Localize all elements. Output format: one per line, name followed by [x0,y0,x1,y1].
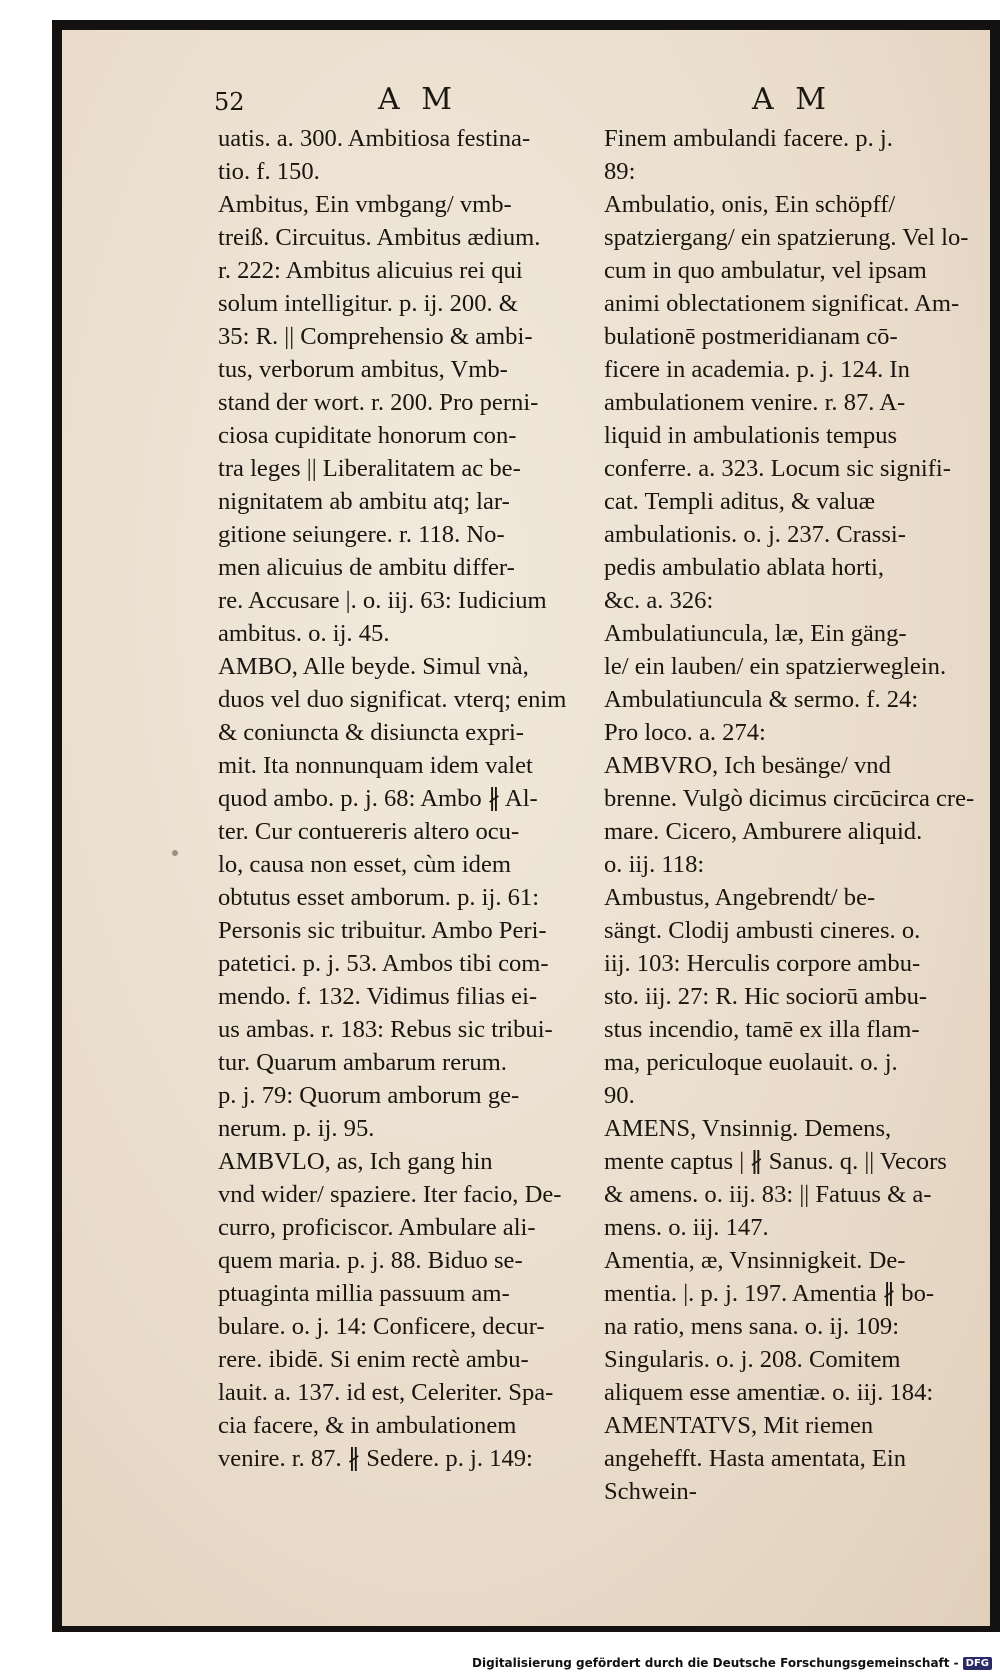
text-line: Finem ambulandi facere. p. j. [604,125,893,152]
text-line: gitione seiungere. r. 118. No- [218,521,505,548]
text-line: angehefft. Hasta amentata, Ein [604,1445,907,1472]
text-line: lo, causa non esset, cùm idem [218,851,511,878]
running-head-left: A M [378,82,458,117]
credit-text: Digitalisierung gefördert durch die Deutsche Forschungsgemeinschaft - [472,1656,959,1670]
running-head-right: A M [752,82,832,117]
text-line: le/ ein lauben/ ein spatzierweglein. [604,653,947,680]
text-line: conferre. a. 323. Locum sic signifi- [604,455,951,482]
text-line: patetici. p. j. 53. Ambos tibi com- [218,950,549,977]
text-line: 90. [604,1082,635,1109]
text-line: ambulationis. o. j. 237. Crassi- [604,521,906,548]
text-line: Ambulatio, onis, Ein schöpff/ [604,191,896,218]
text-line: Ambulatiuncula & sermo. f. 24: [604,686,919,713]
text-line: Ambitus, Ein vmbgang/ vmb- [218,191,512,218]
text-line: lauit. a. 137. id est, Celeriter. Spa- [218,1379,554,1406]
text-line: aliquem esse amentiæ. o. iij. 184: [604,1379,934,1406]
text-line: spatziergang/ ein spatzierung. Vel lo- [604,224,969,251]
text-line: obtutus esset amborum. p. ij. 61: [218,884,540,911]
text-line: Singularis. o. j. 208. Comitem [604,1346,901,1373]
text-line: ciosa cupiditate honorum con- [218,422,517,449]
text-line: ter. Cur contuereris altero ocu- [218,818,520,845]
text-line: stand der wort. r. 200. Pro perni- [218,389,539,416]
text-line: AMBO, Alle beyde. Simul vnà, [218,653,529,680]
text-line: liquid in ambulationis tempus [604,422,898,449]
text-line: & amens. o. iij. 83: || Fatuus & a- [604,1181,932,1208]
text-line: Personis sic tribuitur. Ambo Peri- [218,917,547,944]
text-line: &c. a. 326: [604,587,714,614]
text-line: us ambas. r. 183: Rebus sic tribui- [218,1016,553,1043]
text-line: AMENTATVS, Mit riemen [604,1412,874,1439]
ink-spot [172,850,178,856]
text-line: o. iij. 118: [604,851,705,878]
text-line: animi oblectationem significat. Am- [604,290,960,317]
dfg-logo: DFG [963,1657,992,1670]
text-line: mente captus | ∦ Sanus. q. || Vecors [604,1148,947,1175]
text-line: men alicuius de ambitu differ- [218,554,515,581]
text-line: vnd wider/ spaziere. Iter facio, De- [218,1181,562,1208]
text-line: venire. r. 87. ∦ Sedere. p. j. 149: [218,1445,533,1472]
text-line: tus, verborum ambitus, Vmb- [218,356,508,383]
text-line: Ambustus, Angebrendt/ be- [604,884,876,911]
text-line: tio. f. 150. [218,158,320,185]
page-number: 52 [214,88,245,116]
text-line: ambulationem venire. r. 87. A- [604,389,906,416]
text-line: Ambulatiuncula, læ, Ein gäng- [604,620,907,647]
text-line: ptuaginta millia passuum am- [218,1280,510,1307]
text-line: bulare. o. j. 14: Conficere, decur- [218,1313,545,1340]
left-column [218,122,596,1475]
text-line: stus incendio, tamē ex illa flam- [604,1016,920,1043]
text-line: treiß. Circuitus. Ambitus ædium. [218,224,541,251]
text-line: ficere in academia. p. j. 124. In [604,356,910,383]
text-line: cia facere, & in ambulationem [218,1412,517,1439]
text-line: quem maria. p. j. 88. Biduo se- [218,1247,523,1274]
text-line: tur. Quarum ambarum rerum. [218,1049,507,1076]
text-line: tra leges || Liberalitatem ac be- [218,455,521,482]
text-line: iij. 103: Herculis corpore ambu- [604,950,921,977]
text-line: ma, periculoque euolauit. o. j. [604,1049,898,1076]
text-line: sto. iij. 27: R. Hic sociorū ambu- [604,983,928,1010]
text-line: nignitatem ab ambitu atq; lar- [218,488,510,515]
text-line: & coniuncta & disiuncta expri- [218,719,524,746]
text-line: Pro loco. a. 274: [604,719,766,746]
text-line: duos vel duo significat. vterq; enim [218,686,567,713]
text-line: ambitus. o. ij. 45. [218,620,390,647]
text-line: uatis. a. 300. Ambitiosa festina- [218,125,531,152]
text-line: r. 222: Ambitus alicuius rei qui [218,257,523,284]
digitization-credit [472,1656,992,1670]
text-line: mentia. |. p. j. 197. Amentia ∦ bo- [604,1280,935,1307]
text-line: nerum. p. ij. 95. [218,1115,375,1142]
text-line: brenne. Vulgò dicimus circūcirca cre- [604,785,975,812]
text-line: sängt. Clodij ambusti cineres. o. [604,917,921,944]
text-line: mit. Ita nonnunquam idem valet [218,752,533,779]
text-line: mens. o. iij. 147. [604,1214,769,1241]
text-line: cat. Templi aditus, & valuæ [604,488,876,515]
text-line: pedis ambulatio ablata horti, [604,554,885,581]
text-line: cum in quo ambulatur, vel ipsam [604,257,927,284]
text-line: mendo. f. 132. Vidimus filias ei- [218,983,538,1010]
text-line: solum intelligitur. p. ij. 200. & [218,290,518,317]
text-line: AMBVLO, as, Ich gang hin [218,1148,493,1175]
right-column [604,122,982,1508]
text-line: AMENS, Vnsinnig. Demens, [604,1115,892,1142]
text-line: AMBVRO, Ich besänge/ vnd [604,752,891,779]
text-line: curro, proficiscor. Ambulare ali- [218,1214,536,1241]
text-line: mare. Cicero, Amburere aliquid. [604,818,923,845]
text-line: na ratio, mens sana. o. ij. 109: [604,1313,900,1340]
text-line: 89: [604,158,636,185]
text-line: re. Accusare |. o. iij. 63: Iudicium [218,587,547,614]
text-line: 35: R. || Comprehensio & ambi- [218,323,533,350]
text-line: p. j. 79: Quorum amborum ge- [218,1082,520,1109]
text-line: rere. ibidē. Si enim rectè ambu- [218,1346,529,1373]
text-line: bulationē postmeridianam cō- [604,323,898,350]
text-line: Amentia, æ, Vnsinnigkeit. De- [604,1247,906,1274]
text-line: Schwein- [604,1478,697,1505]
text-line: quod ambo. p. j. 68: Ambo ∦ Al- [218,785,538,812]
